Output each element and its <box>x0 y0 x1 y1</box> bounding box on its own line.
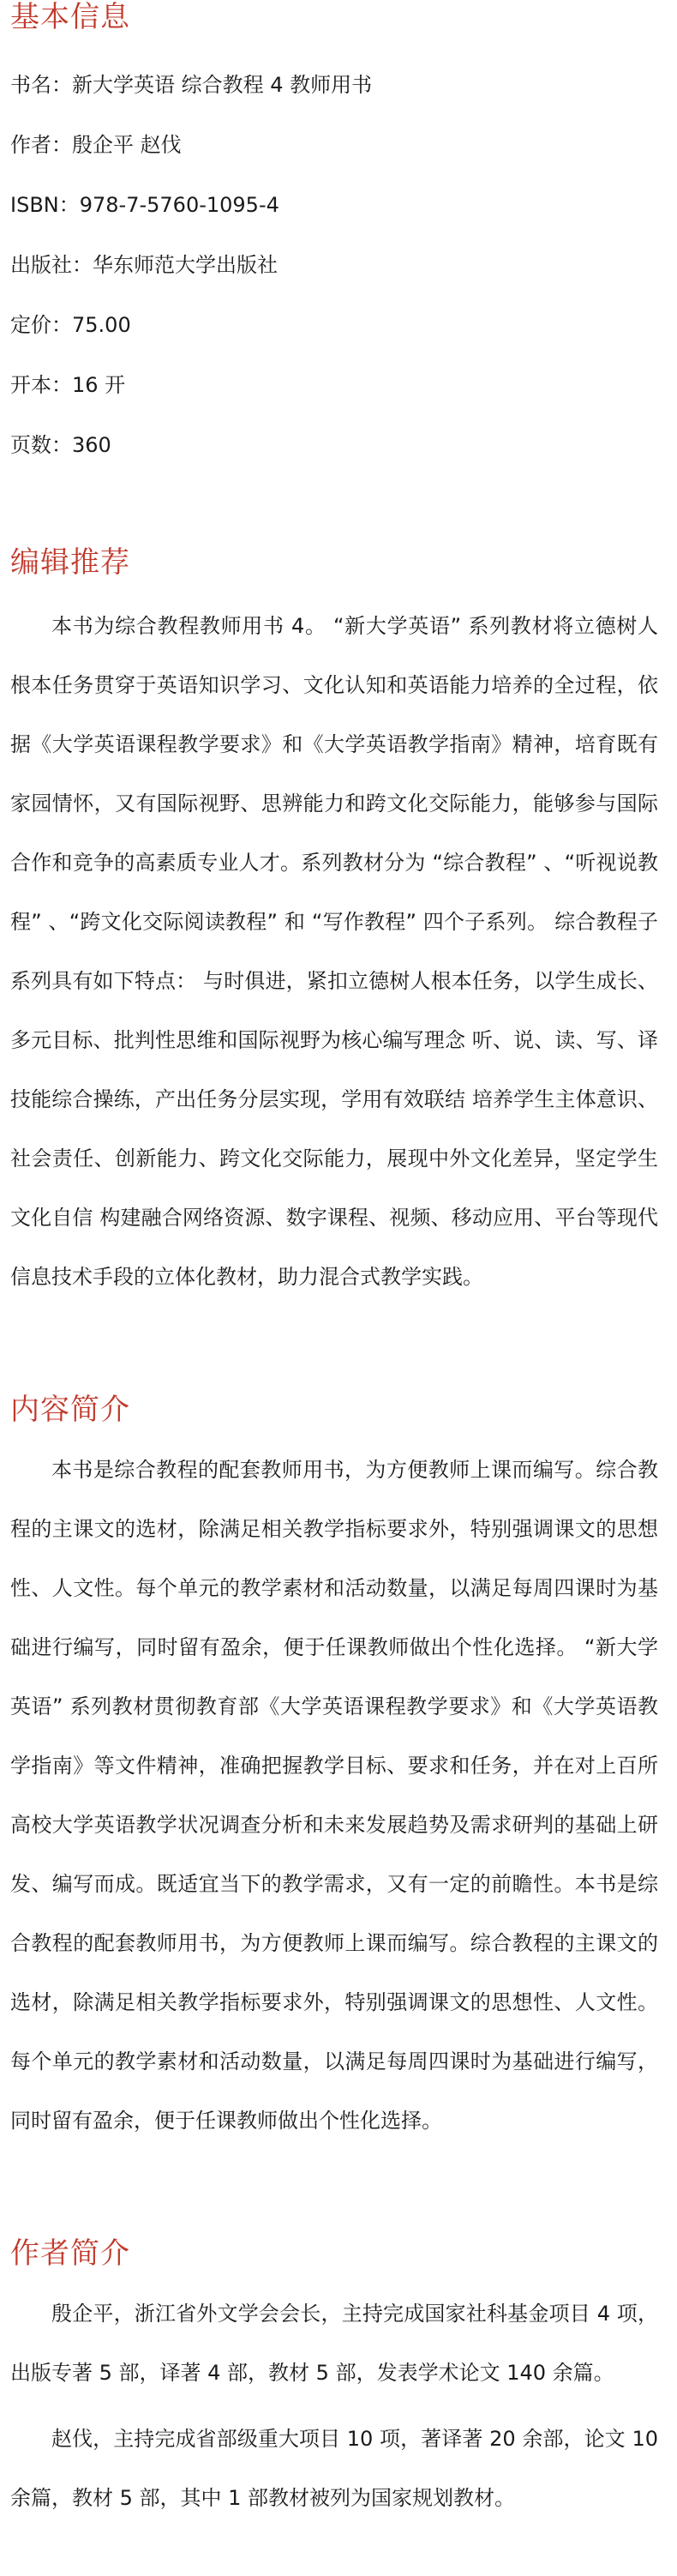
content-summary-heading: 内容简介 <box>10 1393 130 1427</box>
format-label: 开本： <box>10 373 72 397</box>
book-title-row <box>0 55 677 115</box>
author-row <box>0 115 677 175</box>
author-label: 作者： <box>10 133 72 157</box>
price-label: 定价： <box>10 313 72 337</box>
basic-info-heading: 基本信息 <box>10 0 130 34</box>
content-summary-text: 本书是综合教程的配套教师用书，为方便教师上课而编写。综合教程的主课文的选材，除满足相关教学指标要求外，特别强调课文的思想性、人文性。每个单元的教学素材和活动数量，以满足每周四课时为基础进行编写，同时留有盈余，便于任课教师做出个性化选择。 “新大学英语” 系列教材贯彻教育部《大学英语课程教学要求》和《大学英语教学指南》等文件精神，准确把握教学目标、要求和任务，并在对上百所高校大学英语教学状况调查分析和未来发展趋势及需求研判的基础上研发、编写而成。既适宜当下的教学需求，又有一定的前瞻性。本书是综合教程的配套教师用书，为方便教师上课而编写。综合教程的主课文的选材，除满足相关教学指标要求外，特别强调课文的思想性、人文性。每个单元的教学素材和活动数量，以满足每周四课时为基础进行编写，同时留有盈余，便于任课教师做出个性化选择。 <box>10 1458 658 2133</box>
author-value: 殷企平 赵伐 <box>72 133 182 157</box>
publisher-row <box>0 235 677 295</box>
editor-recommendation-section <box>0 545 677 1307</box>
isbn-value: 978-7-5760-1095-4 <box>79 193 279 217</box>
pages-value: 360 <box>72 433 111 457</box>
content-summary-section <box>0 1393 677 2151</box>
isbn-label: ISBN： <box>10 193 80 217</box>
format-row <box>0 355 677 415</box>
basic-info-list <box>0 55 677 475</box>
book-title-value: 新大学英语 综合教程 4 教师用书 <box>72 73 373 97</box>
basic-info-section <box>0 0 677 475</box>
editor-recommendation-text: 本书为综合教程教师用书 4。 “新大学英语” 系列教材将立德树人根本任务贯穿于英语知识学习、文化认知和英语能力培养的全过程，依据《大学英语课程教学要求》和《大学英语教学指南》精神，培育既有家园情怀，又有国际视野、思辨能力和跨文化交际能力，能够参与国际合作和竞争的高素质专业人才。系列教材分为 “综合教程” 、“听视说教程” 、“跨文化交际阅读教程” 和 “写作教程” 四个子系列。 综合教程子系列具有如下特点： 与时俱进，紧扣立德树人根本任务，以学生成长、多元目标、批判性思维和国际视野为核心编写理念 听、说、读、写、译技能综合操练，产出任务分层实现，学用有效联结 培养学生主体意识、社会责任、创新能力、跨文化交际能力，展现中外文化差异，坚定学生文化自信 构建融合网络资源、数字课程、视频、移动应用、平台等现代信息技术手段的立体化教材，助力混合式教学实践。 <box>10 614 658 1289</box>
editor-recommendation-heading: 编辑推荐 <box>10 545 130 580</box>
author-intro-section <box>0 2236 677 2528</box>
price-row <box>0 295 677 355</box>
price-value: 75.00 <box>72 313 131 337</box>
publisher-label: 出版社： <box>10 253 93 277</box>
pages-row <box>0 415 677 475</box>
book-title-label: 书名： <box>10 73 72 97</box>
pages-label: 页数： <box>10 433 72 457</box>
author-intro-text-2: 赵伐，主持完成省部级重大项目 10 项，著译著 20 余部，论文 10 余篇，教材 5 部，其中 1 部教材被列为国家规划教材。 <box>10 2427 658 2510</box>
author-intro-heading: 作者简介 <box>10 2236 130 2271</box>
author-intro-text-1: 殷企平，浙江省外文学会会长，主持完成国家社科基金项目 4 项，出版专著 5 部，译著 4 部，教材 5 部，发表学术论文 140 余篇。 <box>10 2302 658 2385</box>
publisher-value: 华东师范大学出版社 <box>93 253 278 277</box>
format-value: 16 开 <box>72 373 126 397</box>
isbn-row <box>0 175 677 235</box>
